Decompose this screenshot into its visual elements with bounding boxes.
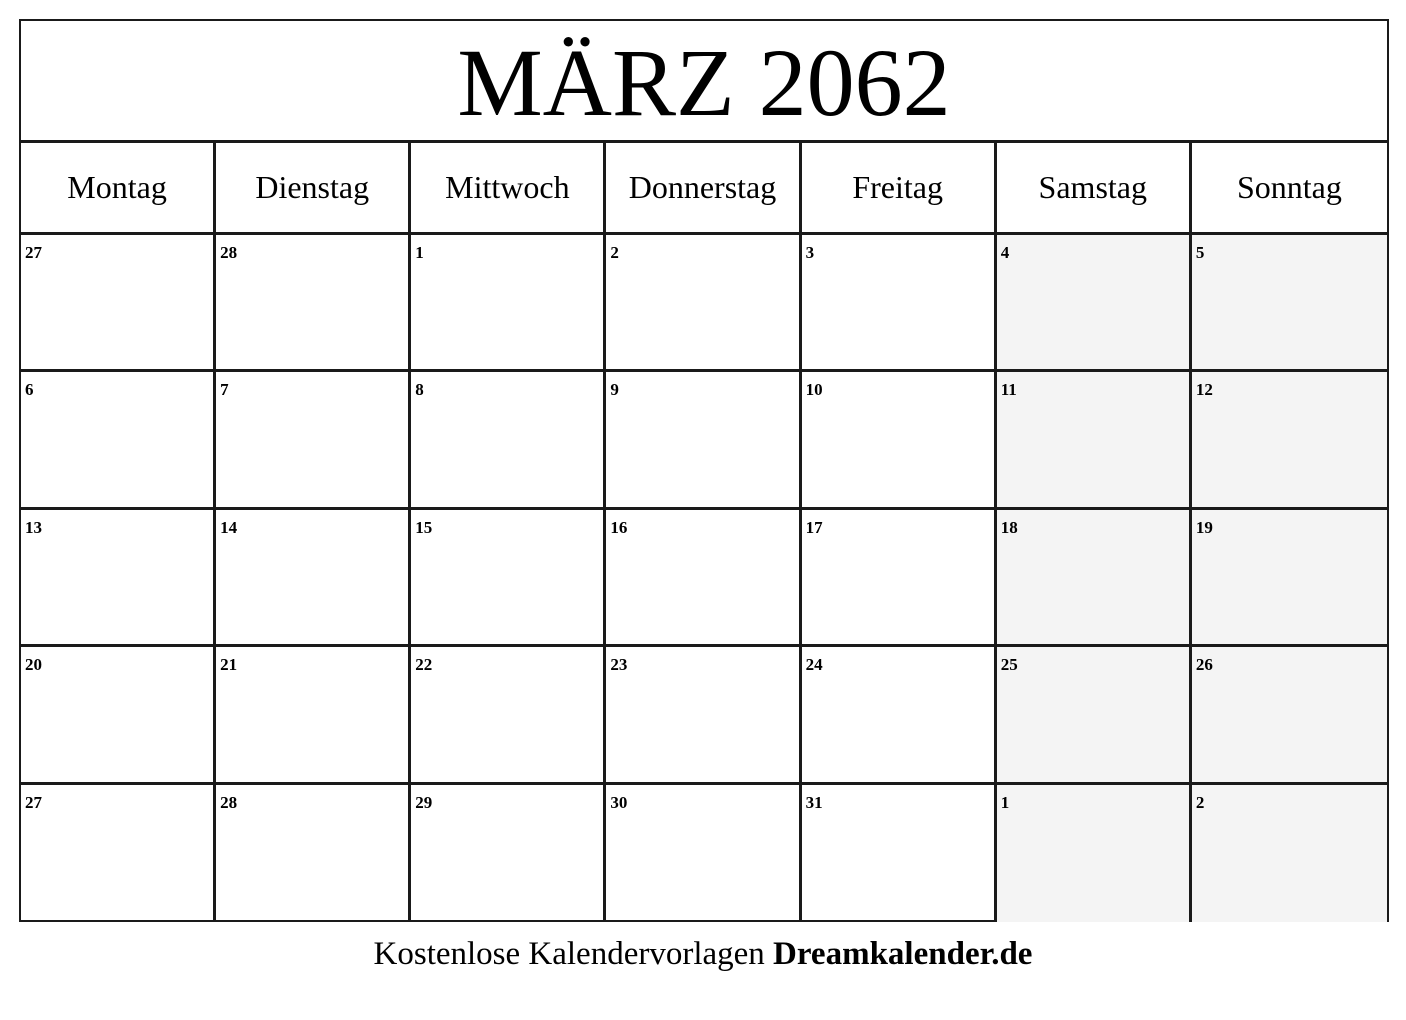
day-number: 7 — [220, 380, 229, 400]
day-number: 16 — [610, 517, 628, 537]
day-cell — [606, 372, 801, 506]
week-row — [21, 785, 1387, 922]
day-number: 8 — [415, 380, 424, 400]
day-cell — [606, 510, 801, 644]
weekday-header: Samstag — [997, 143, 1192, 232]
weekday-header: Mittwoch — [411, 143, 606, 232]
day-number: 10 — [805, 380, 823, 400]
day-cell — [216, 785, 411, 922]
day-cell — [802, 510, 997, 644]
day-number: 24 — [805, 655, 823, 675]
day-number: 27 — [25, 792, 42, 812]
day-cell — [411, 510, 606, 644]
day-cell — [411, 647, 606, 781]
day-number: 19 — [1195, 517, 1213, 537]
weekend-day-cell — [1192, 510, 1387, 644]
weekday-header: Montag — [21, 143, 216, 232]
day-cell — [216, 235, 411, 369]
day-number: 12 — [1195, 380, 1213, 400]
day-cell — [21, 647, 216, 781]
day-cell — [802, 372, 997, 506]
day-number: 20 — [25, 655, 42, 675]
day-number: 29 — [415, 792, 433, 812]
calendar — [19, 19, 1389, 922]
title-bar — [21, 21, 1387, 143]
day-cell — [411, 235, 606, 369]
day-cell — [411, 372, 606, 506]
day-number: 11 — [1000, 380, 1017, 400]
day-number: 28 — [220, 243, 238, 262]
day-cell — [606, 235, 801, 369]
week-row — [21, 647, 1387, 784]
day-cell — [21, 510, 216, 644]
footer-brand: Dreamkalender.de — [773, 936, 1033, 972]
day-number: 21 — [220, 655, 238, 675]
day-number: 27 — [25, 243, 42, 262]
weekday-header-row — [21, 143, 1387, 235]
weekday-header: Sonntag — [1236, 169, 1342, 205]
day-number: 17 — [805, 517, 823, 537]
day-cell — [411, 785, 606, 922]
day-cell — [606, 785, 801, 922]
day-cell — [216, 647, 411, 781]
day-number: 1 — [415, 243, 424, 262]
day-number: 6 — [25, 380, 34, 400]
weekday-header: Dienstag — [216, 143, 411, 232]
day-number: 22 — [415, 655, 433, 675]
day-number: 26 — [1195, 655, 1213, 675]
day-cell — [606, 647, 801, 781]
day-number: 13 — [25, 517, 42, 537]
weeks-grid — [21, 235, 1387, 922]
calendar-title: MÄRZ 2062 — [457, 28, 951, 136]
weekend-day-cell — [1192, 235, 1387, 369]
week-row — [21, 235, 1387, 372]
day-cell — [21, 372, 216, 506]
footer — [0, 936, 1406, 973]
weekday-header: Freitag — [802, 143, 997, 232]
weekday-header: Donnerstag — [606, 143, 801, 232]
day-number: 30 — [610, 792, 628, 812]
day-number: 14 — [220, 517, 238, 537]
week-row — [21, 510, 1387, 647]
day-number: 15 — [415, 517, 433, 537]
weekend-day-cell — [997, 235, 1192, 369]
day-number: 1 — [1000, 792, 1010, 812]
day-number: 18 — [1000, 517, 1018, 537]
day-number: 4 — [1000, 243, 1010, 262]
day-number: 2 — [1195, 792, 1205, 812]
day-cell — [802, 647, 997, 781]
day-cell — [802, 785, 997, 922]
day-cell — [216, 372, 411, 506]
weekend-day-cell — [997, 510, 1192, 644]
day-number: 23 — [610, 655, 628, 675]
day-cell — [21, 785, 216, 922]
day-number: 9 — [610, 380, 619, 400]
weekend-day-cell — [997, 785, 1192, 922]
day-cell — [802, 235, 997, 369]
day-number: 3 — [805, 243, 815, 262]
day-number: 5 — [1195, 243, 1205, 262]
weekend-day-cell — [1192, 785, 1387, 922]
weekend-day-cell — [1192, 372, 1387, 506]
day-number: 2 — [610, 243, 619, 262]
weekend-day-cell — [997, 372, 1192, 506]
day-number: 28 — [220, 792, 238, 812]
day-cell — [21, 235, 216, 369]
weekend-day-cell — [997, 647, 1192, 781]
weekend-day-cell — [1192, 647, 1387, 781]
week-row — [21, 372, 1387, 509]
footer-text: Kostenlose Kalendervorlagen — [373, 936, 765, 972]
day-number: 25 — [1000, 655, 1018, 675]
day-cell — [216, 510, 411, 644]
day-number: 31 — [805, 792, 823, 812]
